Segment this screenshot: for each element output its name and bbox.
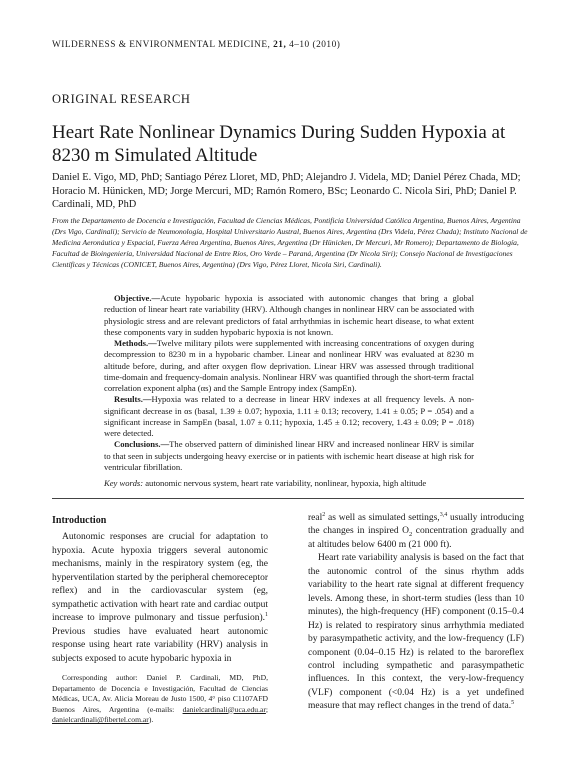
intro-text-b: Previous studies have evaluated heart autonomic response using heart rate variability (HRV) analysis in subjects exposed to acute hypobaric hypoxia in — [52, 626, 268, 664]
methods-text: Twelve military pilots were supplemented with increasing concentrations of oxygen during decompression to 8230 m in a hypobaric chamber. Linear and nonlinear HRV was evaluated at 8230 m altitude before, during, and after oxygen flow deprivation. Linear HRV was assessed through traditional time-domain and frequency-domain analysis. Nonlinear HRV was quantified through the short-term fractal correlation exponent alpha (αs) and the Sample Entropy index (SampEn). — [104, 338, 474, 393]
abstract-objective — [104, 293, 474, 338]
results-label: Results.— — [114, 394, 152, 405]
right-text-a: real — [308, 513, 323, 523]
results-text: Hypoxia was related to a decrease in linear HRV indexes at all frequency levels. A non-significant decrease in αs (basal, 1.39 ± 0.07; hypoxia, 1.11 ± 0.13; recovery, 1.41 ± 0.05; P = .054) and a significant increase in SampEn (basal, 1.07 ± 0.11; hypoxia, 1.45 ± 0.12; recovery, 1.43 ± 0.09; P = .018) were detected. — [104, 394, 474, 438]
correspondence-note — [52, 673, 268, 726]
ref-1: 1 — [265, 612, 268, 619]
section-label: ORIGINAL RESEARCH — [52, 92, 191, 106]
conclusions-text: The observed pattern of diminished linear HRV and increased nonlinear HRV is similar to that seen in subjects undergoing heavy exercise or in patients with ischemic heart disease at high risk for ventricular fibrillation. — [104, 439, 474, 472]
correspondence-end: ). — [148, 715, 154, 724]
conclusions-label: Conclusions.— — [114, 439, 170, 450]
methods-label: Methods.— — [114, 338, 157, 348]
section-divider — [52, 498, 524, 499]
email-link-1[interactable]: danielcardinali@uca.edu.ar — [182, 704, 266, 714]
abstract — [104, 293, 474, 473]
keywords-text: autonomic nervous system, heart rate variability, nonlinear, hypoxia, high altitude — [145, 478, 427, 488]
email-separator: ; — [265, 704, 268, 714]
abstract-methods — [104, 338, 474, 394]
subscript-2: 2 — [409, 531, 413, 539]
right-text-d: concentration gradually and at altitudes below 6400 m (21 000 ft). — [308, 526, 524, 550]
keywords — [104, 478, 484, 489]
ref-3-4: 3,4 — [439, 511, 448, 518]
abstract-conclusions — [104, 439, 474, 473]
right-text-b: as well as simulated settings, — [325, 513, 440, 523]
ref-5: 5 — [511, 700, 515, 707]
intro-heading: Introduction — [52, 515, 107, 526]
email-link-2[interactable]: danielcardinali@fibertel.com.ar — [52, 715, 149, 724]
running-header — [52, 40, 340, 50]
left-column — [52, 514, 268, 666]
right-paragraph-2 — [308, 552, 524, 713]
intro-text-a: Autonomic responses are crucial for adaptation to hypoxia. Acute hypoxia triggers several autonomic mechanisms, mainly in the respiratory system (eg, the hyperventilation started by the peripheral chemoreceptor reflex) and in the cardiovascular system (eg, sympathetic activation with heart rate and cardiac output increase to improve pulmonary and tissue perfusion). — [52, 532, 268, 624]
affiliations: From the Departamento de Docencia e Investigación, Facultad de Ciencias Médicas, Pontificia Universidad Católica Argentina, Buenos Aires, Argentina (Drs Vigo, Cardinali); Servicio de Neumonología, Hospital Universitario Austral, Buenos Aires, Argentina (Drs Videla, Pérez Chada); Instituto Nacional de Medicina Aeronáutica y Espacial, Fuerza Aérea Argentina, Buenos Aires, Argentina (Dr Hünicken, Dr Mercuri, Mr Romero); Departamento de Biología, Facultad de Bioingeniería, Universidad Nacional de Entre Ríos, Oro Verde – Paraná, Argentina (Dr Nicola Siri); Consejo Nacional de Investigaciones Científicas y Técnicas (CONICET, Buenos Aires, Argentina) (Drs Vigo, Pérez Lloret, Nicola Siri, Cardinali). — [52, 216, 528, 269]
ref-2: 2 — [322, 511, 326, 518]
right-text-e: Heart rate variability analysis is based on the fact that the autonomic control of the sinus rhythm adds variability to the heart rate signal at different frequency levels. Among these, in short-term studies (less than 10 minutes), the high-frequency (HF) component (0.15–0.4 Hz) is related to respiratory sinus arrhythmia mediated by parasympathetic activity, and the low-frequency (LF) component (0.04–0.15 Hz) is related to the baroreflex control including sympathetic and parasympathetic influences. In this context, the very-low-frequency (VLF) component (<0.04 Hz) is a yet undefined measure that may reflect changes in the trend of data. — [308, 553, 524, 712]
right-paragraph-1 — [308, 512, 524, 552]
keywords-label: Key words: — [104, 478, 144, 488]
journal-volume: 21, — [273, 40, 287, 50]
objective-label: Objective.— — [114, 293, 161, 303]
right-text-c: usually introducing the changes in inspired O — [308, 513, 524, 537]
objective-text: Acute hypobaric hypoxia is associated with autonomic changes that bring a global reduction of linear heart rate variability (HRV). Although changes in nonlinear HRV can be associated with physiologic stress and are relevant predictors of fatal arrhythmias in ischemic heart disease, to what extent these components vary in sudden hypobaric hypoxia is not known. — [104, 293, 474, 337]
article-title: Heart Rate Nonlinear Dynamics During Sudden Hypoxia at 8230 m Simulated Altitude — [52, 122, 506, 166]
intro-paragraph — [52, 531, 268, 666]
journal-pages: 4–10 (2010) — [289, 40, 341, 50]
right-column — [308, 512, 524, 714]
abstract-results — [104, 394, 474, 439]
author-list: Daniel E. Vigo, MD, PhD; Santiago Pérez Lloret, MD, PhD; Alejandro J. Videla, MD; Daniel Pérez Chada, MD; Horacio M. Hünicken, MD; Jorge Mercuri, MD; Ramón Romero, BSc; Leonardo C. Nicola Siri, PhD; Daniel P. Cardinali, MD, PhD — [52, 172, 521, 211]
correspondence-text: Corresponding author: Daniel P. Cardinali, MD, PhD, Departamento de Docencia e Investigación, Facultad de Ciencias Médicas, UCA, Av. Alicia Moreau de Justo 1500, 4° piso C1107AFD Buenos Aires, Argentina (e-mails: — [52, 673, 268, 714]
journal-name: WILDERNESS & ENVIRONMENTAL MEDICINE, — [52, 40, 271, 50]
